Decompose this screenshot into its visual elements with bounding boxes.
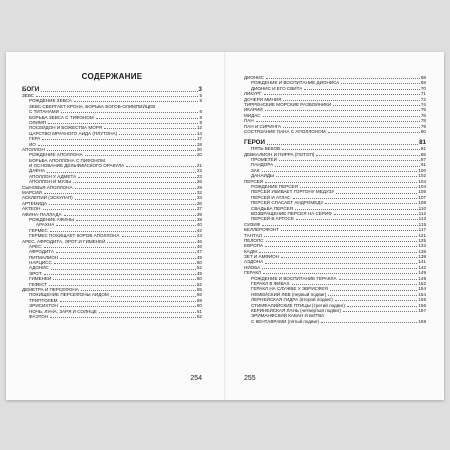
toc-leader-dots [276, 176, 417, 177]
toc-entry-title: НИОБА [244, 264, 261, 270]
toc-leader-dots [335, 300, 418, 301]
toc-entry-title: ПАНДОРА [251, 162, 274, 168]
toc-leader-dots [43, 209, 196, 210]
toc-entry-page: 12 [196, 125, 202, 131]
toc-leader-dots [49, 285, 196, 286]
left-toc [22, 72, 202, 319]
toc-entry-title: С КЕНТАВРАМИ (пятый подвиг) [251, 318, 320, 324]
toc-leader-dots [283, 127, 420, 128]
toc-entry-page: 159 [418, 318, 426, 324]
toc-entry-title: ПЕРСЕЙ СПАСАЕТ АНДРОМЕДУ [251, 200, 324, 206]
book-gutter [224, 52, 226, 400]
toc-entry-page: 72 [420, 96, 426, 102]
toc-entry-title: НАРЦИСС [29, 260, 52, 266]
toc-entry-page: 59 [196, 297, 202, 303]
toc-entry-title: РОЖДЕНИЕ АПОЛЛОНА [29, 152, 83, 158]
toc-entry-title: РОЖДЕНИЕ ПЕРСЕЯ [251, 184, 298, 190]
toc-entry-page: 132 [418, 243, 426, 249]
toc-entry-title: ЦАРСТВО МРАЧНОГО АИДА (ПЛУТОНА) [29, 130, 118, 136]
toc-leader-dots [104, 128, 196, 129]
toc-entry-title: ЛЕРНЕЙСКАЯ ГИДРА (второй подвиг) [251, 297, 333, 303]
toc-entry-page: 85 [420, 151, 426, 157]
toc-entry-page: 26 [196, 179, 202, 185]
toc-entry-title: ПАН [244, 118, 254, 124]
toc-entry-title: ЗАК [251, 167, 260, 173]
toc-entry-title: ГЕФЕСТ [29, 281, 48, 287]
toc-title: СОДЕРЖАНИЕ [81, 72, 143, 81]
toc-entry-title: СЫНОВЬЯ АПОЛЛОНА [22, 184, 73, 190]
toc-leader-dots [44, 193, 196, 194]
toc-entry-page: 3 [198, 86, 202, 93]
toc-entry [22, 86, 202, 93]
toc-entry-page: 142 [418, 264, 426, 270]
toc-entry-title: БОГИ [22, 86, 40, 93]
toc-leader-dots [283, 100, 419, 101]
toc-entry-page: 36 [196, 200, 202, 206]
toc-entry-page: 49 [196, 270, 202, 276]
toc-entry-page: 105 [418, 189, 426, 195]
toc-leader-dots [47, 172, 196, 173]
toc-entry-title: РОЖДЕНИЕ И ВОСПИТАНИЕ ГЕРАКЛА [251, 275, 337, 281]
toc-entry-page: 42 [196, 227, 202, 233]
toc-entry-title: ЛИКУРГ [244, 91, 262, 97]
toc-entry-page: 14 [196, 130, 202, 136]
toc-entry-page: 104 [418, 178, 426, 184]
toc-leader-dots [60, 258, 196, 259]
toc-leader-dots [295, 209, 418, 210]
toc-entry-title: ДАНАИДЫ [251, 173, 275, 179]
toc-entry-page: 115 [418, 221, 426, 227]
toc-entry-page: 156 [418, 302, 426, 308]
toc-entry-title: АФРОДИТА [29, 249, 54, 255]
toc-leader-dots [266, 78, 420, 79]
toc-entry-page: 91 [420, 162, 426, 168]
toc-leader-dots [316, 155, 420, 156]
toc-entry-title: АРТЕМИДА [22, 200, 48, 206]
toc-entry-title: ФАЭТОН [29, 314, 49, 319]
toc-entry-title: ПЯТЬ ВЕКОВ [251, 146, 281, 152]
toc-entry-title: ГЕРМЕС [29, 227, 48, 233]
toc-entry-page: 29 [196, 184, 202, 190]
toc-leader-dots [262, 268, 417, 269]
right-toc [244, 75, 426, 324]
toc-entry-title: КАДМ [244, 248, 257, 254]
toc-leader-dots [292, 284, 418, 285]
toc-entry-page: 62 [196, 314, 202, 319]
toc-entry-page: 152 [418, 281, 426, 287]
toc-entry-page: 60 [196, 303, 202, 309]
toc-leader-dots [53, 279, 196, 280]
toc-entry-title: ГЕРАКЛ В ФИВАХ [251, 281, 290, 287]
toc-entry-page: 125 [418, 237, 426, 243]
toc-entry-title: ПЕРСЕЙ [244, 178, 264, 184]
toc-entry-title: ДИОНИС И ЕГО СВИТА [251, 85, 303, 91]
toc-leader-dots [73, 182, 196, 183]
toc-entry-page: 32 [196, 190, 202, 196]
toc-entry-page: 80 [420, 128, 426, 134]
toc-entry-page: 20 [196, 146, 202, 152]
toc-entry-title: ЭРОТ [29, 270, 42, 276]
toc-entry-title: ВОЗВРАЩЕНИЕ ПЕРСЕЯ НА СЕРИФ [251, 210, 332, 216]
toc-entry-page: 47 [196, 249, 202, 255]
toc-leader-dots [51, 269, 196, 270]
toc-leader-dots [262, 225, 417, 226]
toc-entry-title: ЗЕТ И АМФИОН [244, 254, 280, 260]
toc-leader-dots [328, 132, 420, 133]
toc-entry-title: РОЖДЕНИЕ АФИНЫ [29, 216, 74, 222]
toc-leader-dots [330, 290, 418, 291]
toc-entry-page: 104 [418, 184, 426, 190]
toc-entry-title: ТИРРЕНСКИЕ МОРСКИЕ РАЗБОЙНИКИ [244, 101, 332, 107]
toc-entry-title: РОЖДЕНИЕ ЗЕВСА [29, 98, 72, 104]
toc-entry-title: ПЕРСЕЙ УБИВАЕТ ГОРГОНУ МЕДУЗУ [251, 189, 335, 195]
toc-entry-page: 69 [420, 74, 426, 80]
toc-entry-title: С ТИТАНАМИ [29, 109, 59, 115]
toc-entry-page: 87 [420, 157, 426, 163]
toc-entry-page: 69 [420, 80, 426, 86]
toc-leader-dots [49, 204, 196, 205]
toc-entry-title: ПОХИЩЕНИЕ ПЕРСЕФОНЫ АИДОМ [29, 292, 109, 298]
toc-entry-title: ГЕРМЕС ПОХИЩАЕТ КОРОВ АПОЛЛОНА [29, 233, 120, 239]
toc-leader-dots [339, 279, 418, 280]
toc-entry-title: ИКАРИЙ [244, 107, 263, 113]
toc-entry-page: 33 [196, 195, 202, 201]
toc-entry-page: 154 [418, 286, 426, 292]
toc-leader-dots [263, 116, 420, 117]
toc-leader-dots [81, 290, 196, 291]
toc-leader-dots [300, 187, 417, 188]
right-toc-list [244, 75, 426, 324]
page-number-left: 254 [190, 375, 202, 382]
toc-leader-dots [341, 83, 420, 84]
toc-leader-dots [54, 263, 196, 264]
toc-entry-title: СТИМФАЛИЙСКИЕ ПТИЦЫ (третий подвиг) [251, 302, 345, 308]
toc-entry-page: 76 [420, 112, 426, 118]
toc-entry-title: ДЕМЕТРА И ПЕРСЕФОНА [22, 287, 79, 293]
toc-entry-page: 50 [196, 276, 202, 282]
toc-entry-page: 100 [418, 167, 426, 173]
toc-leader-dots [325, 203, 417, 204]
toc-entry-title: ЗЕВС [22, 92, 35, 98]
toc-entry-page: 46 [196, 243, 202, 249]
toc-leader-dots [50, 317, 196, 318]
toc-entry-title: АПОЛЛОН И МУЗЫ [29, 179, 72, 185]
toc-leader-dots [259, 252, 417, 253]
toc-entry-title: МИДАС [244, 112, 261, 118]
toc-entry-title: БОРЬБА АПОЛЛОНА С ПИФОНОМ [29, 157, 105, 163]
toc-entry-title: БЕЛЛЕРОФОНТ [244, 227, 279, 233]
left-toc-list [22, 86, 202, 319]
toc-entry-page: 61 [196, 308, 202, 314]
toc-entry-page: 110 [418, 205, 426, 211]
toc-leader-dots [119, 134, 196, 135]
toc-entry-title: ГЕРАКЛ [244, 270, 262, 276]
toc-leader-dots [265, 110, 420, 111]
toc-entry-page: 121 [418, 232, 426, 238]
toc-entry-page: 8 [199, 114, 202, 120]
toc-entry-title: ГЕРА [29, 136, 41, 142]
toc-leader-dots [76, 220, 196, 221]
toc-leader-dots [267, 144, 418, 145]
toc-entry-title: ДЕВКАЛИОН И ПИРРА (ПОТОП) [244, 151, 315, 157]
toc-leader-dots [336, 193, 417, 194]
left-page [6, 52, 216, 400]
toc-entry-page: 75 [420, 107, 426, 113]
toc-leader-dots [60, 301, 196, 302]
toc-leader-dots [44, 247, 196, 248]
toc-entry-title: ЗЕВС СВЕРГАЕТ КРОНА. БОРЬБА БОГОВ-ОЛИМПИЙЦЕВ [29, 103, 156, 109]
toc-entry-page: 17 [196, 136, 202, 142]
toc-leader-dots [282, 149, 420, 150]
toc-entry [244, 319, 426, 324]
toc-entry-title: АПОЛЛОН У АДМЕТА [29, 173, 77, 179]
toc-entry-page: 149 [418, 270, 426, 276]
toc-leader-dots [44, 274, 196, 275]
toc-entry-title: АПОЛЛОН [22, 146, 45, 152]
toc-leader-dots [64, 215, 196, 216]
toc-entry-page: 39 [196, 211, 202, 217]
toc-leader-dots [321, 322, 417, 323]
toc-entry-page: 52 [196, 265, 202, 271]
toc-entry-page: 52 [196, 281, 202, 287]
toc-entry-title: ТРИПТОЛЕМ [29, 297, 58, 303]
toc-entry-page: 43 [196, 233, 202, 239]
toc-leader-dots [334, 214, 418, 215]
toc-leader-dots [122, 236, 196, 237]
toc-entry-title: АДОНИС [29, 265, 49, 271]
toc-leader-dots [85, 155, 196, 156]
toc-leader-dots [111, 296, 196, 297]
toc-leader-dots [304, 89, 420, 90]
toc-entry-page: 22 [196, 168, 202, 174]
toc-entry-page: 37 [196, 206, 202, 212]
toc-entry-page: 79 [420, 123, 426, 129]
toc-entry-title: БОРЬБА ЗЕВСА С ТИФОНОМ [29, 114, 94, 120]
toc-entry-page: 20 [196, 152, 202, 158]
toc-entry [244, 139, 426, 146]
toc-entry-page: 138 [418, 254, 426, 260]
toc-leader-dots [107, 242, 195, 243]
toc-entry-title: АФИНА-ПАЛЛАДА [22, 211, 62, 217]
toc-entry-page: 154 [418, 291, 426, 297]
toc-leader-dots [293, 198, 418, 199]
toc-entry-page: 141 [418, 259, 426, 265]
toc-entry-title: СВАДЬБА ПЕРСЕЯ [251, 205, 293, 211]
toc-leader-dots [42, 139, 196, 140]
toc-entry-title: НОЧЬ, ЛУНА, ЗАРЯ И СОЛНЦЕ [29, 308, 97, 314]
toc-leader-dots [256, 121, 420, 122]
toc-entry-title: АЭДОНА [244, 259, 264, 265]
toc-leader-dots [99, 312, 196, 313]
toc-entry-page: 55 [196, 287, 202, 293]
toc-leader-dots [75, 199, 196, 200]
toc-entry-title: ГЕРОИ [244, 139, 265, 147]
toc-entry-title: ОЛИМП [29, 119, 46, 125]
toc-leader-dots [75, 188, 196, 189]
toc-entry-title: И ОСНОВАНИЕ ДЕЛЬФИЙСКОГО ОРАКУЛА [29, 163, 125, 169]
toc-entry-title: ПЕРСЕЙ В АРГОСЕ [251, 216, 294, 222]
toc-entry-title: ПОСЕЙДОН И БОЖЕСТВА МОРЯ [29, 125, 103, 131]
toc-leader-dots [47, 150, 196, 151]
toc-entry-page: 78 [420, 118, 426, 124]
toc-leader-dots [126, 166, 196, 167]
toc-leader-dots [275, 166, 420, 167]
toc-leader-dots [343, 311, 417, 312]
page-number-right: 255 [244, 375, 256, 382]
toc-entry-title: ИО [29, 141, 36, 147]
toc-entry-title: СОСТЯЗАНИЕ ПАНА С АПОЛЛОНОМ [244, 128, 326, 134]
toc-entry-title: ДИОНИС [244, 74, 264, 80]
book-spread [6, 52, 444, 400]
toc-entry-page: 81 [420, 146, 426, 152]
toc-entry [22, 314, 202, 319]
toc-entry-title: ЭРИМАНФСКИЙ КАБАН И БИТВА [251, 313, 325, 319]
toc-entry-title: РОЖДЕНИЕ И ВОСПИТАНИЕ ДИОНИСА [251, 80, 340, 86]
toc-leader-dots [50, 231, 196, 232]
toc-entry-title: ДОЧЕРИ МИНИЯ [244, 96, 282, 102]
toc-leader-dots [36, 96, 198, 97]
toc-leader-dots [328, 295, 417, 296]
toc-entry-page: 70 [420, 85, 426, 91]
toc-entry-page: 108 [418, 200, 426, 206]
toc-entry-title: ПЕРСЕЙ И АТЛАС [251, 194, 291, 200]
toc-leader-dots [333, 105, 420, 106]
toc-leader-dots [41, 91, 197, 92]
toc-leader-dots [279, 160, 420, 161]
toc-leader-dots [264, 236, 417, 237]
toc-entry-page: 5 [199, 98, 202, 104]
toc-entry [244, 129, 426, 134]
toc-leader-dots [265, 182, 417, 183]
toc-entry-page: 9 [199, 119, 202, 125]
toc-leader-dots [262, 171, 418, 172]
toc-entry-title: ПЕЛОПС [244, 237, 264, 243]
toc-leader-dots [38, 145, 196, 146]
toc-entry-page: 113 [418, 216, 426, 222]
toc-entry-title: КЕРИНЕЙСКАЯ ЛАНЬ (четвертый подвиг) [251, 308, 342, 313]
toc-entry-title: АРАХНА [36, 222, 55, 228]
toc-entry-page: 107 [418, 194, 426, 200]
toc-entry-title: ЭРИСИХТОН [29, 303, 58, 309]
toc-leader-dots [281, 230, 418, 231]
toc-leader-dots [74, 101, 199, 102]
toc-entry-page: 55 [196, 292, 202, 298]
toc-entry-page: 155 [418, 297, 426, 303]
toc-entry-page: 6 [199, 109, 202, 115]
toc-entry-page: 5 [199, 92, 202, 98]
toc-entry-page: 102 [418, 173, 426, 179]
toc-entry-page: 18 [196, 141, 202, 147]
toc-leader-dots [56, 252, 196, 253]
toc-entry-page: 50 [196, 260, 202, 266]
toc-leader-dots [264, 94, 420, 95]
toc-entry-title: СИЗИФ [244, 221, 261, 227]
toc-leader-dots [265, 246, 417, 247]
toc-leader-dots [56, 225, 196, 226]
right-page [232, 52, 442, 400]
toc-entry-title: ДАФНА [29, 168, 45, 174]
toc-entry-title: НЕМЕЙСКИЙ ЛЕВ (первый подвиг) [251, 291, 327, 297]
toc-leader-dots [266, 241, 418, 242]
toc-leader-dots [296, 219, 418, 220]
toc-entry-title: АСКЛЕПИЙ (ЭСКУЛАП) [22, 195, 73, 201]
toc-entry-page: 23 [196, 173, 202, 179]
toc-entry-title: АРЕС, АФРОДИТА, ЭРОТ И ГИМЕНЕЙ [22, 238, 106, 244]
toc-entry-page: 135 [418, 248, 426, 254]
toc-entry-page: 74 [420, 101, 426, 107]
toc-leader-dots [263, 273, 417, 274]
toc-leader-dots [60, 306, 196, 307]
toc-entry-page: 117 [418, 227, 426, 233]
toc-entry-page: 157 [418, 308, 426, 313]
toc-entry-page: 40 [196, 222, 202, 228]
toc-entry-page: 81 [419, 139, 426, 147]
toc-entry-page: 71 [420, 91, 426, 97]
toc-entry-title: ГИМЕНЕЙ [29, 276, 52, 282]
toc-entry-title: ГЕРАКЛ НА СЛУЖБЕ У ЭВРИСФЕЯ [251, 286, 328, 292]
toc-leader-dots [61, 112, 199, 113]
toc-leader-dots [347, 306, 417, 307]
toc-leader-dots [281, 257, 417, 258]
toc-leader-dots [265, 263, 417, 264]
toc-entry-title: ПРОМЕТЕЙ [251, 157, 277, 163]
toc-entry-title: ПАН И СИРИНГА [244, 123, 282, 129]
toc-leader-dots [48, 123, 198, 124]
toc-entry-title: ЕВРОПА [244, 243, 264, 249]
toc-entry-page: 39 [196, 216, 202, 222]
toc-entry-title: АКТЕОН [22, 206, 41, 212]
toc-entry-page: 149 [418, 275, 426, 281]
toc-leader-dots [96, 118, 199, 119]
toc-leader-dots [78, 177, 196, 178]
toc-entry-page: 21 [196, 163, 202, 169]
toc-entry-title: ПИГМАЛИОН [29, 254, 59, 260]
toc-entry-title: ТАНТАЛ [244, 232, 262, 238]
toc-entry-page: 46 [196, 238, 202, 244]
toc-entry-page: 112 [418, 210, 426, 216]
toc-entry-page: 49 [196, 254, 202, 260]
toc-entry-title: МАРСИЙ [22, 190, 42, 196]
toc-entry-title: АРЕС [29, 243, 42, 249]
